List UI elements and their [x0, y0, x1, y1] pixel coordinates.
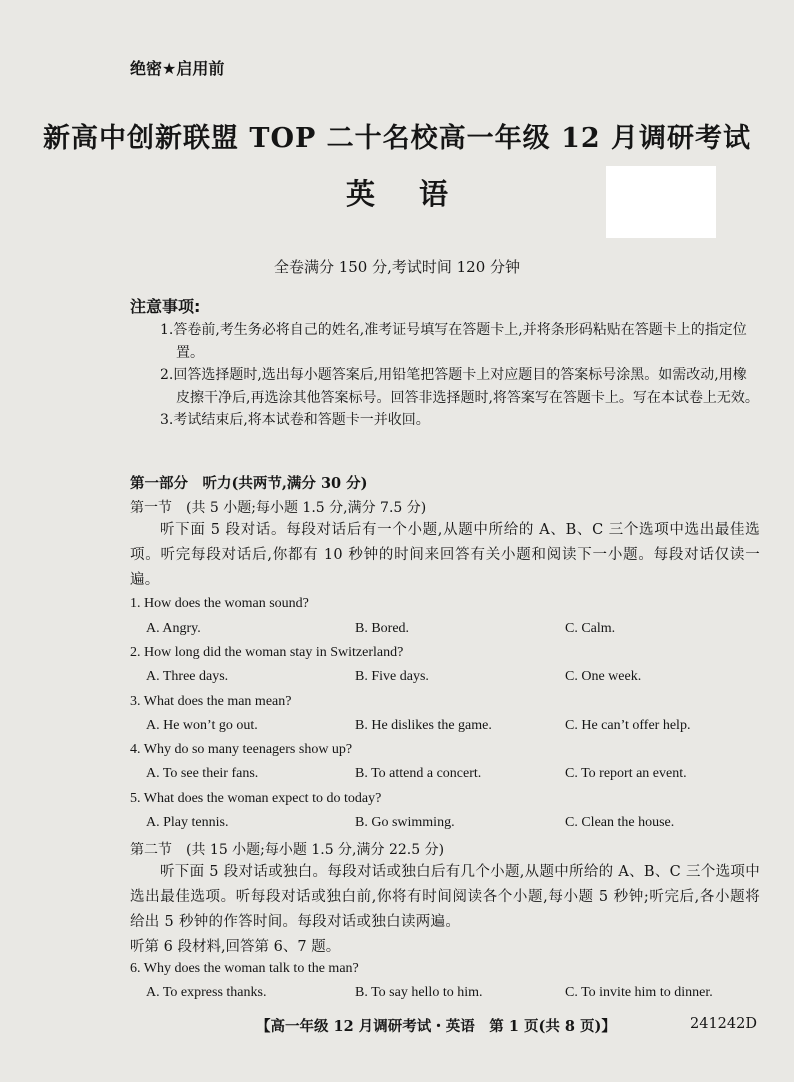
- exam-info: 全卷满分 150 分,考试时间 120 分钟: [273, 258, 521, 276]
- section2-title: 第二节 (共 15 小题;每小题 1.5 分,满分 22.5 分): [130, 842, 445, 858]
- option-c: C. He can’t offer help.: [565, 718, 691, 733]
- confidential-label: 绝密★启用前: [130, 59, 225, 78]
- option-a: A. Angry.: [146, 621, 201, 636]
- option-b: B. To attend a concert.: [355, 766, 482, 781]
- option-b: B. Bored.: [355, 621, 410, 636]
- option-b: B. Go swimming.: [355, 815, 455, 830]
- option-b: B. Five days.: [355, 669, 429, 684]
- question-1: 1. How does the woman sound?: [130, 596, 309, 611]
- option-a: A. Three days.: [146, 669, 229, 684]
- option-c: C. One week.: [565, 669, 642, 684]
- subject-title: 英语: [345, 177, 492, 211]
- page-footer: 【高一年级 12 月调研考试・英语 第 1 页(共 8 页)】: [256, 1018, 616, 1035]
- option-c: C. To invite him to dinner.: [565, 985, 713, 1000]
- question-6: 6. Why does the woman talk to the man?: [130, 961, 359, 976]
- option-c: C. Clean the house.: [565, 815, 675, 830]
- option-a: A. To express thanks.: [146, 985, 267, 1000]
- question-3: 3. What does the man mean?: [130, 694, 292, 709]
- section1-instructions: 听下面 5 段对话。每段对话后有一个小题,从题中所给的 A、B、C 三个选项中选出最佳选项。听完每段对话后,你都有 10 秒钟的时间来回答有关小题和阅读下一小题。每段对话仅读一遍。: [130, 522, 760, 588]
- material-note: 听第 6 段材料,回答第 6、7 题。: [130, 939, 341, 955]
- redaction-patch: [606, 166, 716, 238]
- notice-item: 1.答卷前,考生务必将自己的姓名,准考证号填写在答题卡上,并将条形码粘贴在答题卡上的指定位置。: [160, 322, 747, 361]
- notice-list: [160, 319, 760, 432]
- question-2: 2. How long did the woman stay in Switzerland?: [130, 645, 404, 660]
- section1-title: 第一节 (共 5 小题;每小题 1.5 分,满分 7.5 分): [130, 500, 427, 516]
- option-c: C. To report an event.: [565, 766, 687, 781]
- option-a: A. He won’t go out.: [146, 718, 258, 733]
- option-b: B. To say hello to him.: [355, 985, 483, 1000]
- notice-item: 2.回答选择题时,选出每小题答案后,用铅笔把答题卡上对应题目的答案标号涂黑。如需改动,用橡皮擦干净后,再选涂其他答案标号。回答非选择题时,将答案写在答题卡上。写在本试卷上无效。: [160, 367, 759, 406]
- notice-heading: 注意事项:: [130, 297, 201, 316]
- exam-title: 新高中创新联盟 TOP 二十名校高一年级 12 月调研考试: [42, 123, 752, 154]
- option-b: B. He dislikes the game.: [355, 718, 492, 733]
- option-c: C. Calm.: [565, 621, 616, 636]
- option-a: A. Play tennis.: [146, 815, 229, 830]
- part-heading: 第一部分 听力(共两节,满分 30 分): [130, 475, 368, 492]
- question-4: 4. Why do so many teenagers show up?: [130, 742, 353, 757]
- section2-instructions: 听下面 5 段对话或独白。每段对话或独白后有几个小题,从题中所给的 A、B、C 三个选项中选出最佳选项。听每段对话或独白前,你将有时间阅读各个小题,每小题 5 秒钟;听完后,各小题将给出 5 秒钟的作答时间。每段对话或独白读两遍。: [130, 864, 760, 930]
- option-a: A. To see their fans.: [146, 766, 259, 781]
- question-5: 5. What does the woman expect to do today?: [130, 791, 382, 806]
- notice-item: 3.考试结束后,将本试卷和答题卡一并收回。: [160, 412, 430, 429]
- exam-code: 241242D: [690, 1016, 757, 1032]
